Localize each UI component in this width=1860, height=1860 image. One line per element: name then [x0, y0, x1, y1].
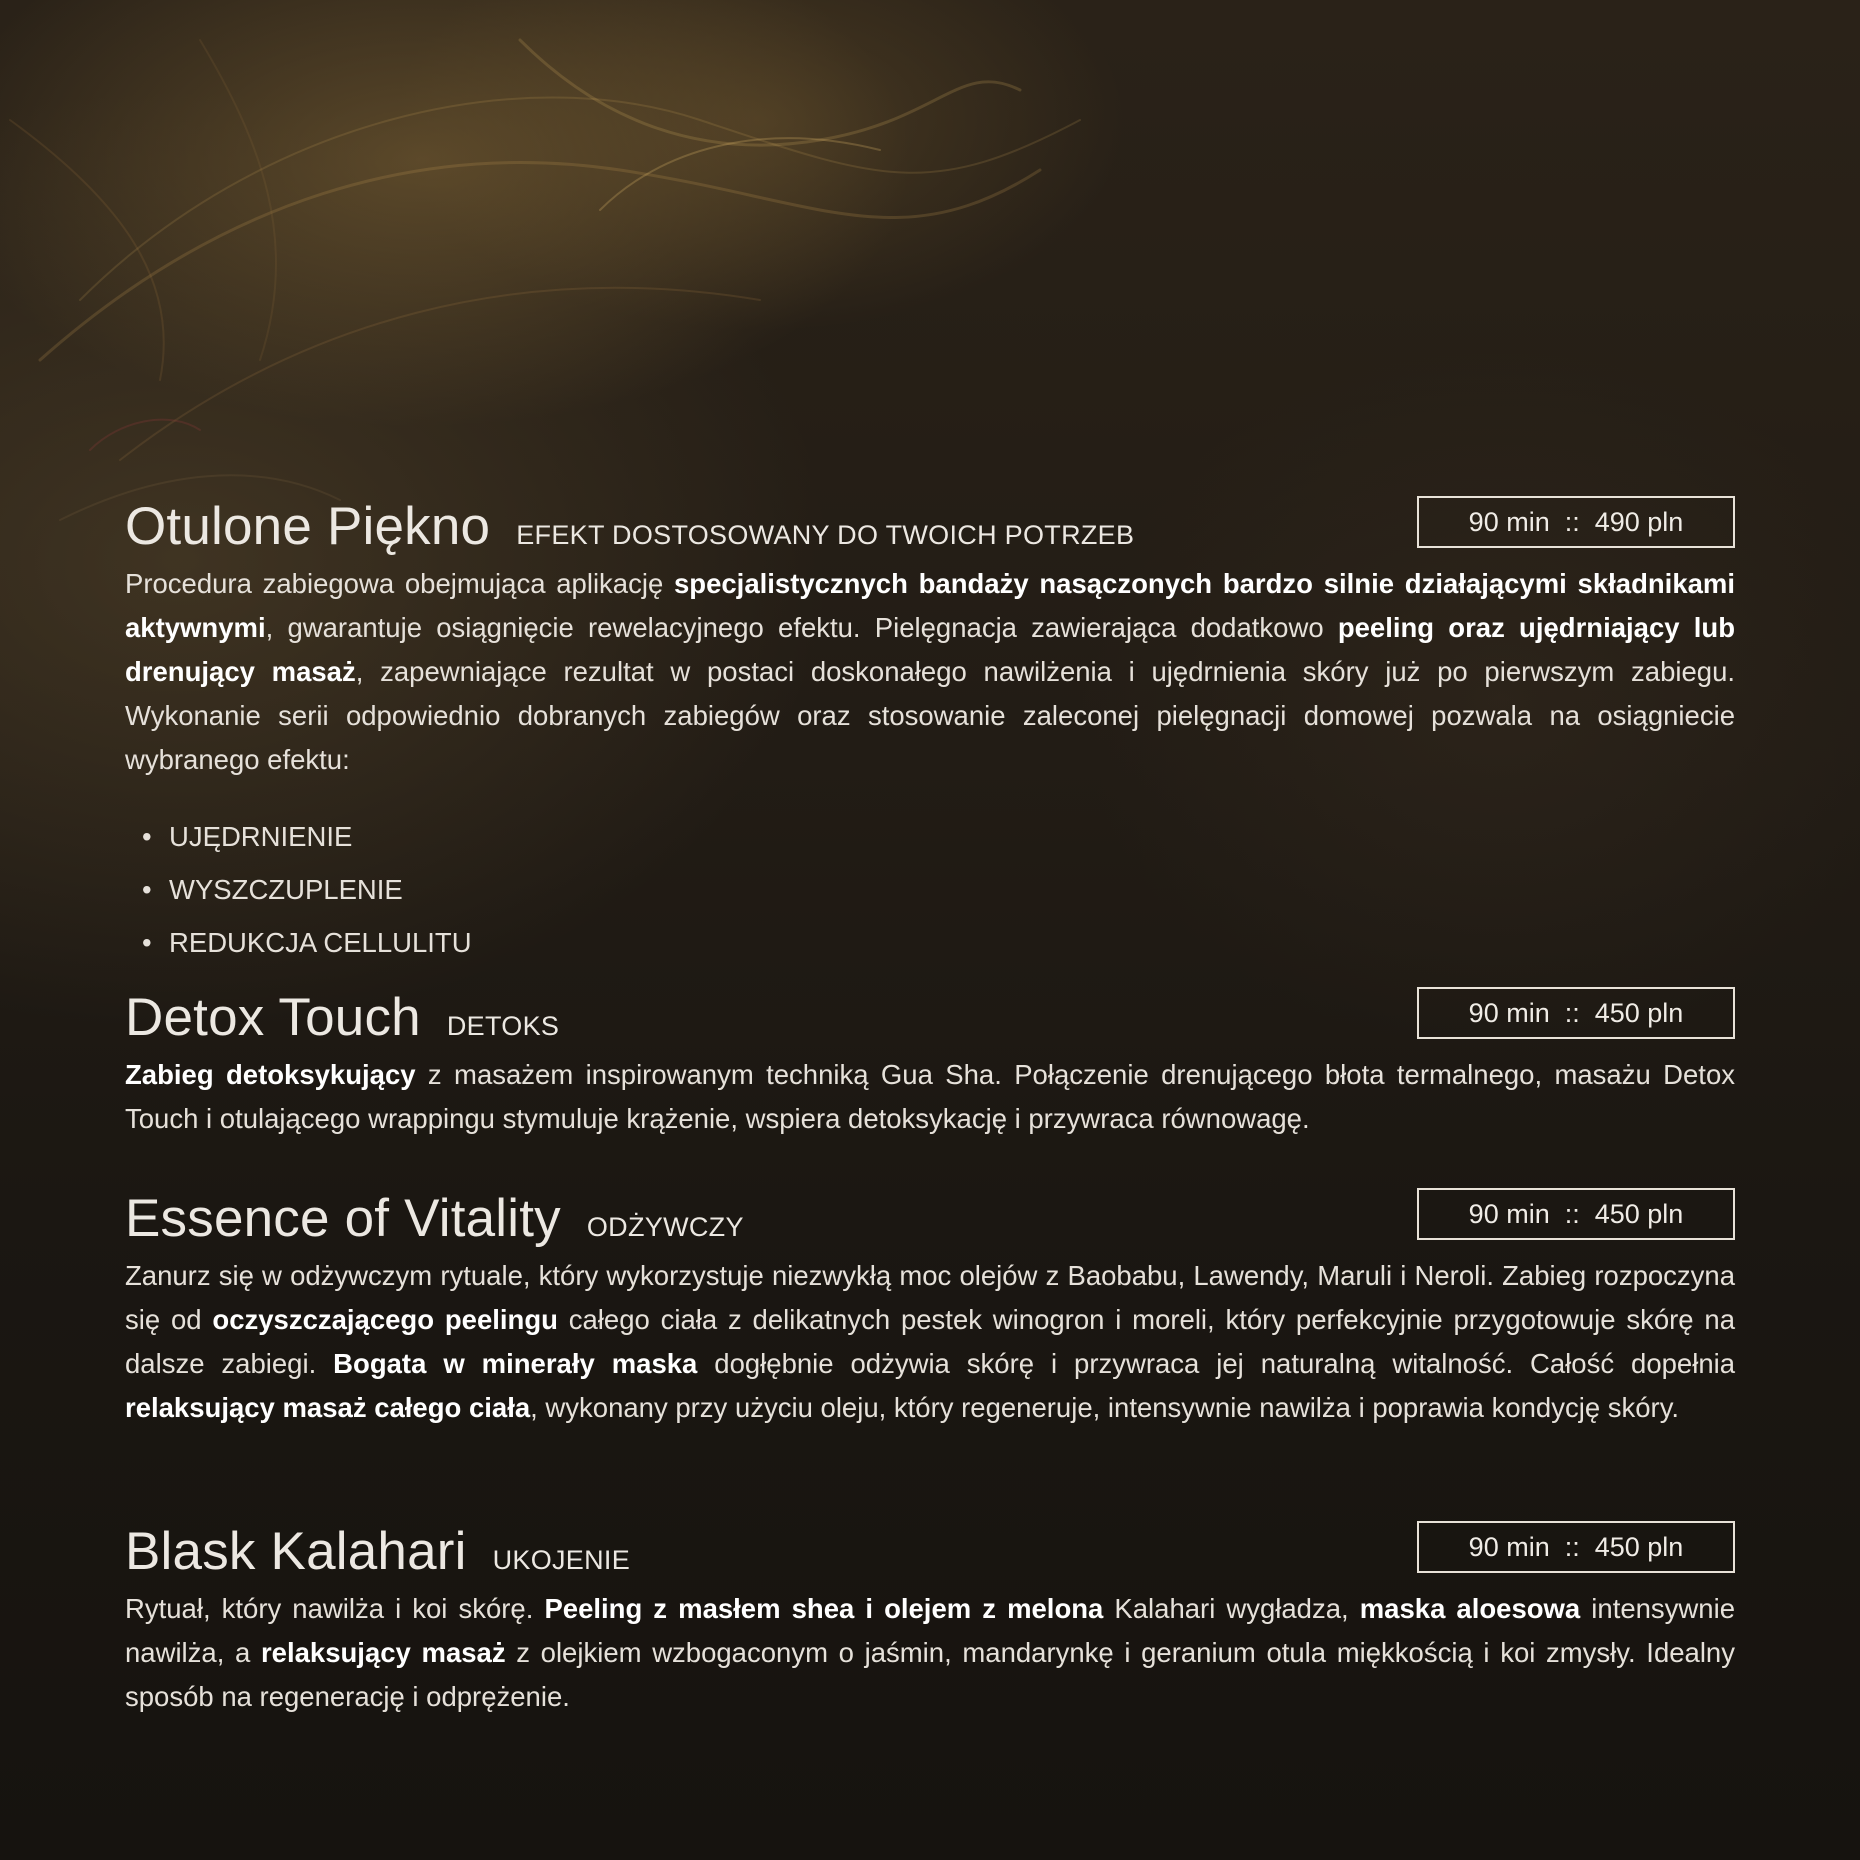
treatment-detox-touch: [125, 987, 1735, 1169]
description-highlight: relaksujący masaż całego ciała: [125, 1392, 531, 1423]
effect-list-item: [125, 810, 1735, 863]
treatment-description: [125, 562, 1735, 782]
effect-label: UJĘDRNIENIE: [169, 820, 353, 852]
price-text: 90 min :: 450 pln: [1468, 997, 1684, 1028]
treatment-essence-of-vitality: [125, 1188, 1735, 1458]
description-highlight: Zabieg detoksykujący: [125, 1059, 416, 1090]
bullet-icon: •: [142, 820, 152, 852]
treatment-subtitle: DETOKS: [446, 1011, 560, 1041]
description-text: całego ciała z delikatnych pestek winogron i moreli, który perfekcyjnie przygotowuje skórę na dalsze zabiegi.: [125, 1304, 1735, 1379]
treatment-description: [125, 1587, 1735, 1719]
description-text: Zanurz się w odżywczym rytuale, który wykorzystuje niezwykłą moc olejów z Baobabu, Lawendy, Maruli i Neroli. Zabieg rozpoczyna się od: [125, 1260, 1735, 1335]
price-text: 90 min :: 490 pln: [1468, 506, 1684, 537]
description-text: , zapewniające rezultat w postaci doskonałego nawilżenia i ujędrnienia skóry już po pierwszym zabiegu. Wykonanie serii odpowiednio dobranych zabiegów oraz stosowanie zaleconej pielęgnacji domowej pozwala na osiągniecie wybranego efektu:: [125, 656, 1736, 775]
treatment-header: [125, 1188, 1735, 1250]
treatment-description: [125, 1053, 1735, 1141]
treatment-blask-kalahari: [125, 1521, 1735, 1747]
treatment-name: Detox Touch: [125, 988, 421, 1047]
effect-label: WYSZCZUPLENIE: [169, 873, 403, 905]
price-box: [1417, 1188, 1735, 1240]
treatment-title: [125, 1188, 744, 1258]
treatment-name: Otulone Piękno: [125, 497, 491, 556]
price-box: [1417, 496, 1735, 548]
treatment-subtitle: EFEKT DOSTOSOWANY DO TWOICH POTRZEB: [516, 520, 1135, 550]
treatment-header: [125, 496, 1735, 558]
description-text: dogłębnie odżywia skórę i przywraca jej naturalną witalność. Całość dopełnia: [697, 1348, 1736, 1379]
bullet-icon: •: [142, 926, 152, 958]
treatment-otulone-piekno: [125, 496, 1735, 969]
treatment-subtitle: ODŻYWCZY: [586, 1212, 744, 1242]
description-highlight: maska aloesowa: [1359, 1593, 1581, 1624]
description-text: Procedura zabiegowa obejmująca aplikację: [125, 568, 674, 599]
effect-list: [125, 810, 1735, 969]
bullet-icon: •: [142, 873, 152, 905]
effect-label: REDUKCJA CELLULITU: [169, 926, 472, 958]
treatment-name: Essence of Vitality: [125, 1189, 561, 1248]
price-box: [1417, 987, 1735, 1039]
treatment-header: [125, 1521, 1735, 1583]
description-text: Rytuał, który nawilża i koi skórę.: [125, 1593, 545, 1624]
description-highlight: peeling oraz ujędrniający lub drenujący masaż: [125, 612, 1735, 687]
treatment-header: [125, 987, 1735, 1049]
description-highlight: oczyszczającego peelingu: [212, 1304, 558, 1335]
description-text: Kalahari wygładza,: [1103, 1593, 1360, 1624]
effect-list-item: [125, 863, 1735, 916]
treatment-subtitle: UKOJENIE: [492, 1545, 631, 1575]
description-text: z olejkiem wzbogaconym o jaśmin, mandarynkę i geranium otula miękkością i koi zmysły. Idealny sposób na regenerację i odprężenie.: [125, 1637, 1735, 1712]
description-highlight: specjalistycznych bandaży nasączonych bardzo silnie działającymi składnikami aktywnymi: [125, 568, 1735, 643]
treatment-name: Blask Kalahari: [125, 1522, 467, 1581]
treatment-title: [125, 1521, 630, 1591]
effect-list-item: [125, 916, 1735, 969]
description-text: intensywnie nawilża, a: [125, 1593, 1735, 1668]
treatment-title: [125, 987, 559, 1057]
description-highlight: Peeling z masłem shea i olejem z melona: [544, 1593, 1104, 1624]
treatment-description: [125, 1254, 1735, 1430]
price-text: 90 min :: 450 pln: [1468, 1198, 1684, 1229]
description-text: , wykonany przy użyciu oleju, który regeneruje, intensywnie nawilża i poprawia kondycję skóry.: [530, 1392, 1680, 1423]
description-text: z masażem inspirowanym techniką Gua Sha. Połączenie drenującego błota termalnego, masażu Detox Touch i otulającego wrappingu stymuluje krążenie, wspiera detoksykację i przywraca równowagę.: [125, 1059, 1735, 1134]
description-text: , gwarantuje osiągnięcie rewelacyjnego efektu. Pielęgnacja zawierająca dodatkowo: [265, 612, 1338, 643]
description-highlight: relaksujący masaż: [260, 1637, 506, 1668]
treatment-title: [125, 496, 1134, 566]
description-highlight: Bogata w minerały maska: [333, 1348, 698, 1379]
price-box: [1417, 1521, 1735, 1573]
price-text: 90 min :: 450 pln: [1468, 1531, 1684, 1562]
